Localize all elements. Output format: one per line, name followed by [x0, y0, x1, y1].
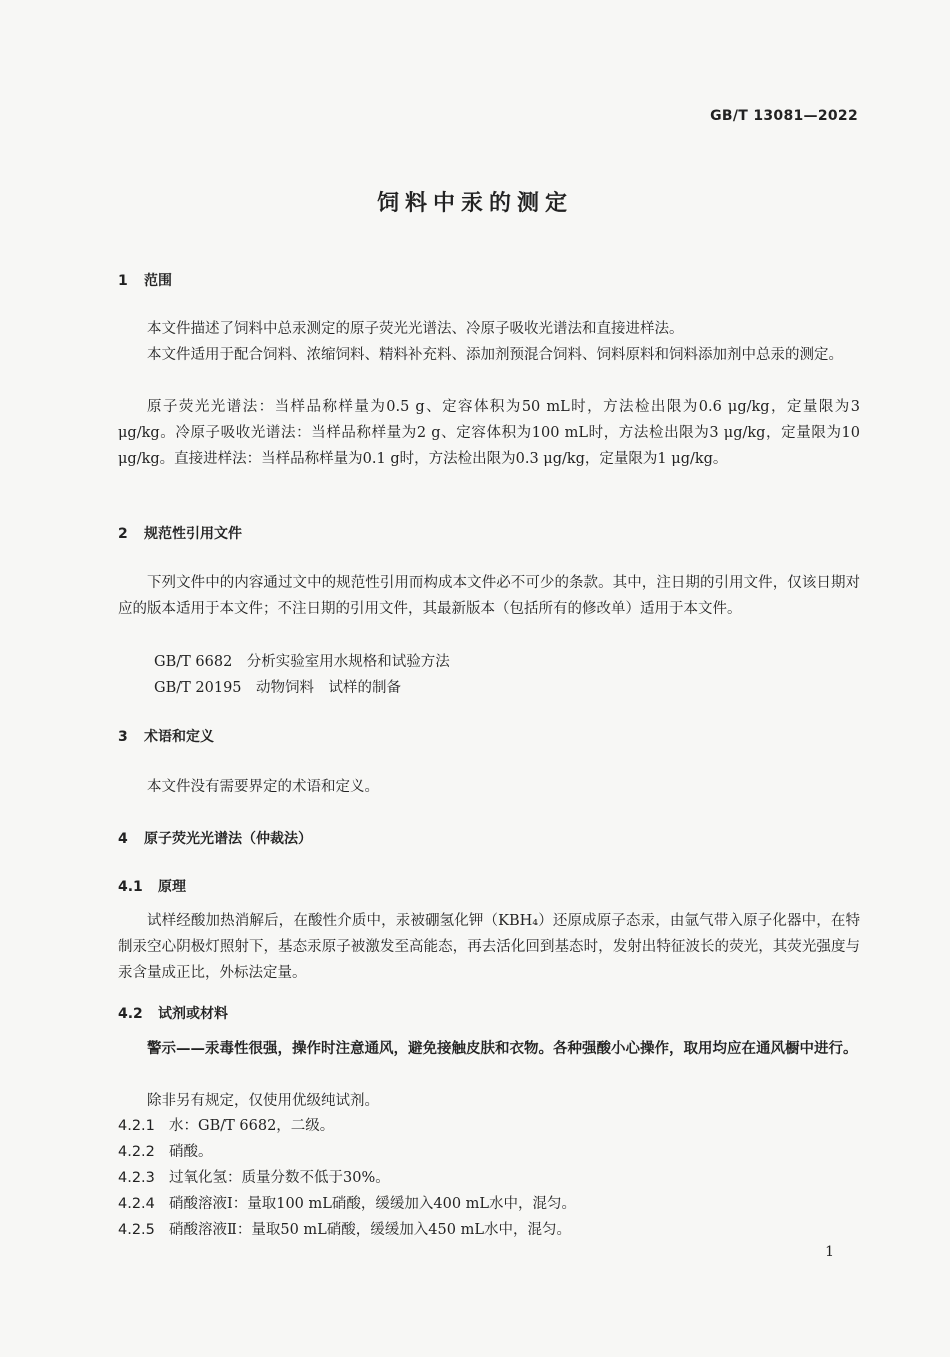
- section-title: 范围: [144, 273, 172, 289]
- paragraph: 除非另有规定，仅使用优级纯试剂。: [147, 1093, 379, 1109]
- section-4-heading: [118, 828, 312, 848]
- section-number: 4: [118, 831, 128, 847]
- item-text: 硝酸溶液Ⅰ：量取100 mL硝酸，缓缓加入400 mL水中，混匀。: [169, 1196, 577, 1212]
- subsection-4-2-heading: [118, 1003, 228, 1023]
- reference-item: GB/T 6682 分析实验室用水规格和试验方法: [154, 654, 450, 670]
- item-text: 硝酸溶液Ⅱ：量取50 mL硝酸，缓缓加入450 mL水中，混匀。: [169, 1222, 571, 1238]
- subsection-title: 原理: [158, 879, 186, 895]
- subsection-number: 4.1: [118, 879, 143, 895]
- document-title: 饲料中汞的测定: [376, 191, 573, 216]
- item-text: 水：GB/T 6682，二级。: [169, 1118, 335, 1134]
- paragraph: 下列文件中的内容通过文中的规范性引用而构成本文件必不可少的条款。其中，注日期的引用文件，仅该日期对应的版本适用于本文件；不注日期的引用文件，其最新版本（包括所有的修改单）适用于本文件。: [118, 575, 860, 617]
- warning-text: 警示——汞毒性很强，操作时注意通风，避免接触皮肤和衣物。各种强酸小心操作，取用均应在通风橱中进行。: [147, 1041, 858, 1057]
- subsection-title: 试剂或材料: [158, 1006, 228, 1022]
- paragraph: 本文件没有需要界定的术语和定义。: [147, 779, 379, 795]
- paragraph: 本文件描述了饲料中总汞测定的原子荧光光谱法、冷原子吸收光谱法和直接进样法。: [147, 321, 684, 337]
- section-number: 3: [118, 729, 128, 745]
- reference-item: GB/T 20195 动物饲料 试样的制备: [154, 680, 402, 696]
- paragraph: 试样经酸加热消解后，在酸性介质中，汞被硼氢化钾（KBH₄）还原成原子态汞，由氩气带入原子化器中，在特制汞空心阴极灯照射下，基态汞原子被激发至高能态，再去活化回到基态时，发射出特征波长的荧光，其荧光强度与汞含量成正比，外标法定量。: [118, 913, 860, 981]
- item-number: 4.2.1: [118, 1118, 155, 1134]
- subsection-4-1-heading: [118, 876, 186, 896]
- list-item: [118, 1192, 576, 1213]
- item-number: 4.2.2: [118, 1144, 155, 1160]
- item-text: 硝酸。: [169, 1144, 213, 1160]
- section-title: 规范性引用文件: [144, 526, 242, 542]
- list-item: [118, 1140, 213, 1161]
- standard-number: GB/T 13081—2022: [710, 108, 858, 124]
- list-item: [118, 1166, 390, 1187]
- item-number: 4.2.3: [118, 1170, 155, 1186]
- list-item: [118, 1218, 571, 1239]
- item-text: 过氧化氢：质量分数不低于30%。: [169, 1170, 390, 1186]
- paragraph: 本文件适用于配合饲料、浓缩饲料、精料补充料、添加剂预混合饲料、饲料原料和饲料添加剂中总汞的测定。: [147, 347, 843, 363]
- subsection-number: 4.2: [118, 1006, 143, 1022]
- page-number: 1: [825, 1244, 834, 1260]
- section-2-heading: [118, 523, 242, 543]
- list-item: [118, 1114, 334, 1135]
- section-1-heading: [118, 270, 172, 290]
- section-number: 1: [118, 273, 128, 289]
- item-number: 4.2.5: [118, 1222, 155, 1238]
- section-title: 原子荧光光谱法（仲裁法）: [144, 831, 312, 847]
- section-number: 2: [118, 526, 128, 542]
- section-3-heading: [118, 726, 214, 746]
- item-number: 4.2.4: [118, 1196, 155, 1212]
- paragraph: 原子荧光光谱法：当样品称样量为0.5 g、定容体积为50 mL时，方法检出限为0.6 μg/kg，定量限为3 μg/kg。冷原子吸收光谱法：当样品称样量为2 g、定容体积为100 mL时，方法检出限为3 μg/kg，定量限为10 μg/kg。直接进样法：当样品称样量为0.1 g时，方法检出限为0.3 μg/kg，定量限为1 μg/kg。: [118, 399, 860, 467]
- section-title: 术语和定义: [144, 729, 214, 745]
